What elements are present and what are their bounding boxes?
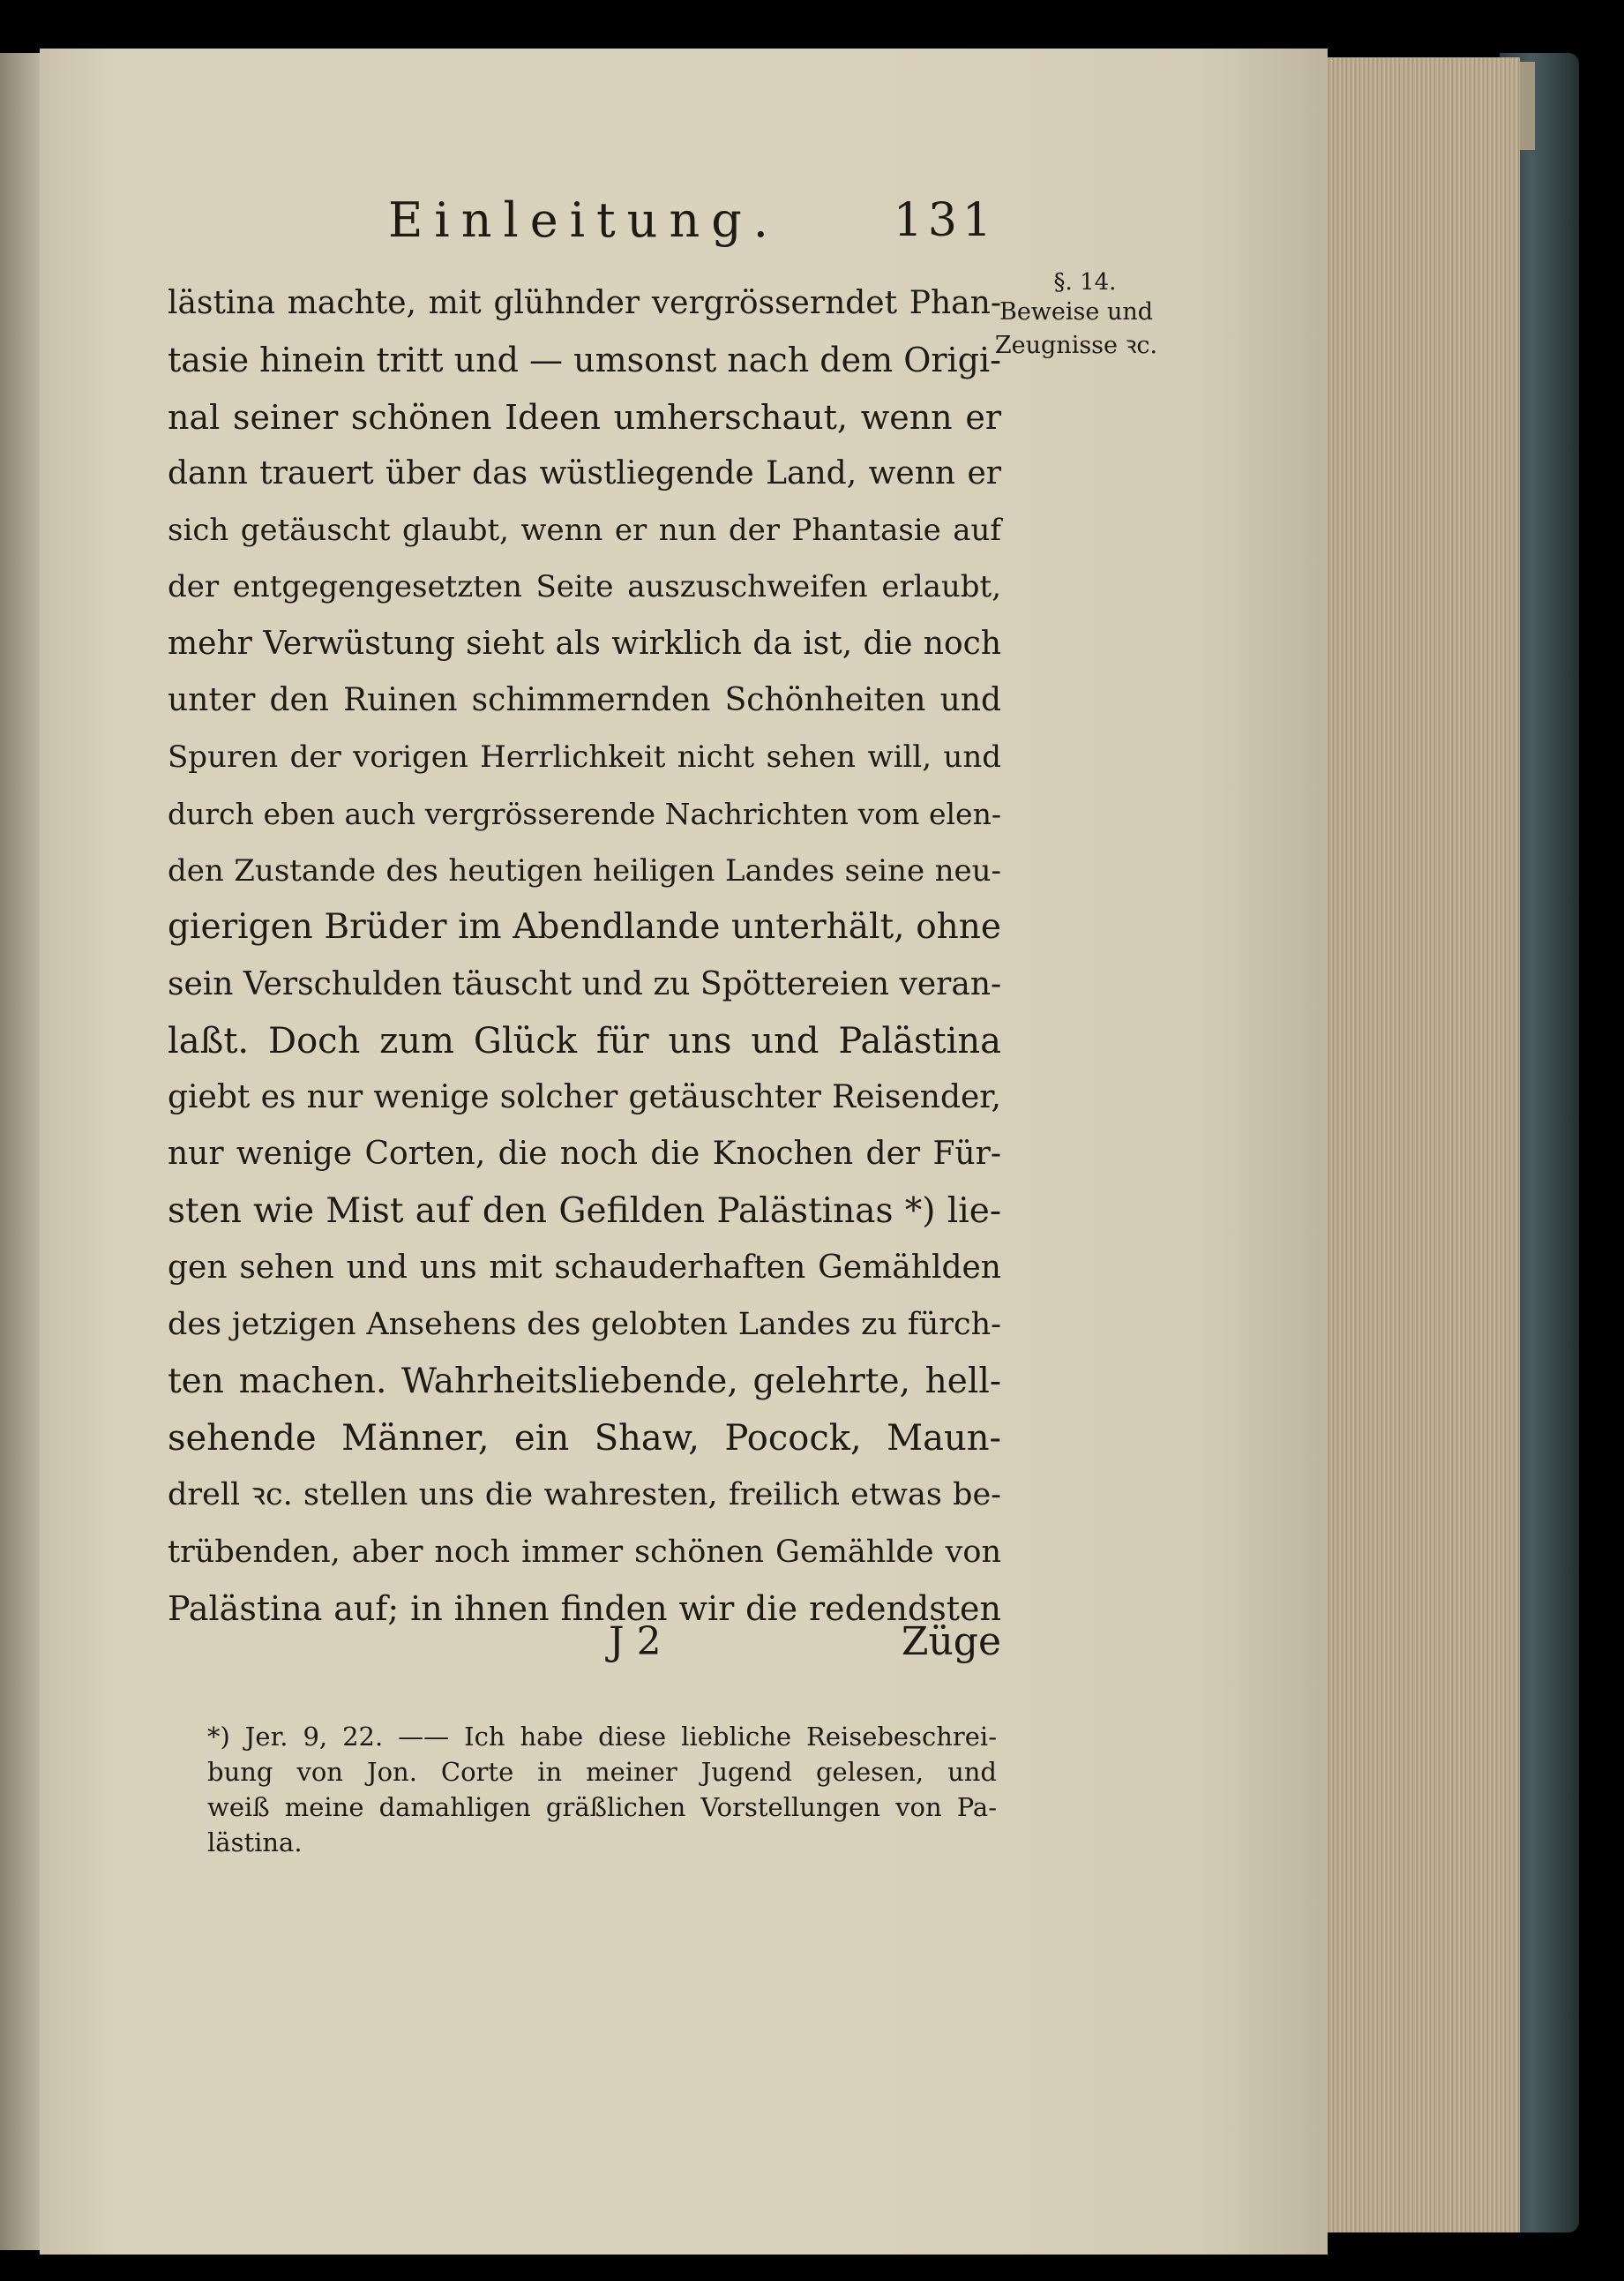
text-line: unter den Ruinen schimmernden Schönheiten und xyxy=(168,682,1001,719)
footnote-line: *) Jer. 9, 22. —— Ich habe diese liebliche Reisebeschrei- xyxy=(207,1722,997,1752)
text-line: den Zustande des heutigen heiligen Landes seine neu- xyxy=(168,852,1001,889)
signature-mark: J 2 xyxy=(609,1619,662,1664)
margin-note-line: Zeugnisse ꝛc. xyxy=(994,332,1158,359)
body-text xyxy=(168,275,1001,1637)
text-line: Spuren der vorigen Herrlichkeit nicht sehen will, und xyxy=(168,739,1001,776)
text-line: sten wie Mist auf den Gefilden Palästinas *) lie- xyxy=(168,1190,1001,1231)
text-line: drell ꝛc. stellen uns die wahresten, freilich etwas be- xyxy=(168,1477,1001,1513)
text-line: tasie hinein tritt und — umsonst nach dem Origi- xyxy=(168,341,1001,380)
catchword-row xyxy=(168,1619,1001,1676)
text-line: sein Verschulden täuscht und zu Spöttereien veran- xyxy=(168,965,1002,1002)
text-line: trübenden, aber noch immer schönen Gemählde von xyxy=(168,1534,1001,1570)
margin-note-paragraph: §. 14. xyxy=(1053,269,1117,296)
running-header xyxy=(388,192,997,254)
text-line: nal seiner schönen Ideen umherschaut, wenn er xyxy=(168,397,1001,437)
text-line: des jetzigen Ansehens des gelobten Landes zu fürch- xyxy=(168,1307,1001,1343)
text-line: gen sehen und uns mit schauderhaften Gemählden xyxy=(168,1249,1001,1287)
text-line: Palästina auf; in ihnen finden wir die redendsten xyxy=(168,1588,1001,1628)
running-title: Einleitung. xyxy=(388,192,780,248)
text-line: dann trauert über das wüstliegende Land, wenn er xyxy=(168,454,1001,491)
text-line: gierigen Brüder im Abendlande unterhält, ohne xyxy=(168,907,1001,948)
text-line: sich getäuscht glaubt, wenn er nun der Phantasie auf xyxy=(168,513,1001,549)
text-line: der entgegengesetzten Seite auszuschweifen erlaubt, xyxy=(168,569,1001,605)
text-line: lästina machte, mit glühnder vergrösserndet Phan- xyxy=(168,285,1001,321)
margin-note xyxy=(988,269,1164,363)
page-edges xyxy=(1314,57,1520,2232)
catchword: Züge xyxy=(901,1619,1001,1664)
text-line: giebt es nur wenige solcher getäuschter Reisender, xyxy=(168,1079,1001,1116)
previous-page-edge xyxy=(0,53,41,2250)
footnote xyxy=(207,1719,997,1860)
text-line: mehr Verwüstung sieht als wirklich da ist, die noch xyxy=(168,625,1001,662)
text-line: sehende Männer, ein Shaw, Pocock, Maun- xyxy=(168,1417,1001,1459)
margin-note-line: Beweise und xyxy=(999,298,1154,326)
text-line: ten machen. Wahrheitsliebende, gelehrte, hell- xyxy=(168,1361,1001,1401)
text-line: durch eben auch vergrösserende Nachrichten vom elen- xyxy=(168,796,1001,831)
footnote-line: bung von Jon. Corte in meiner Jugend gelesen, und xyxy=(207,1757,997,1787)
footnote-line: weiß meine damahligen gräßlichen Vorstellungen von Pa- xyxy=(207,1792,997,1822)
text-line: laßt. Doch zum Glück für uns und Palästina xyxy=(168,1020,1001,1062)
text-line: nur wenige Corten, die noch die Knochen der Für- xyxy=(168,1136,1001,1173)
footnote-line: lästina. xyxy=(207,1827,303,1857)
page-number: 131 xyxy=(893,194,997,247)
